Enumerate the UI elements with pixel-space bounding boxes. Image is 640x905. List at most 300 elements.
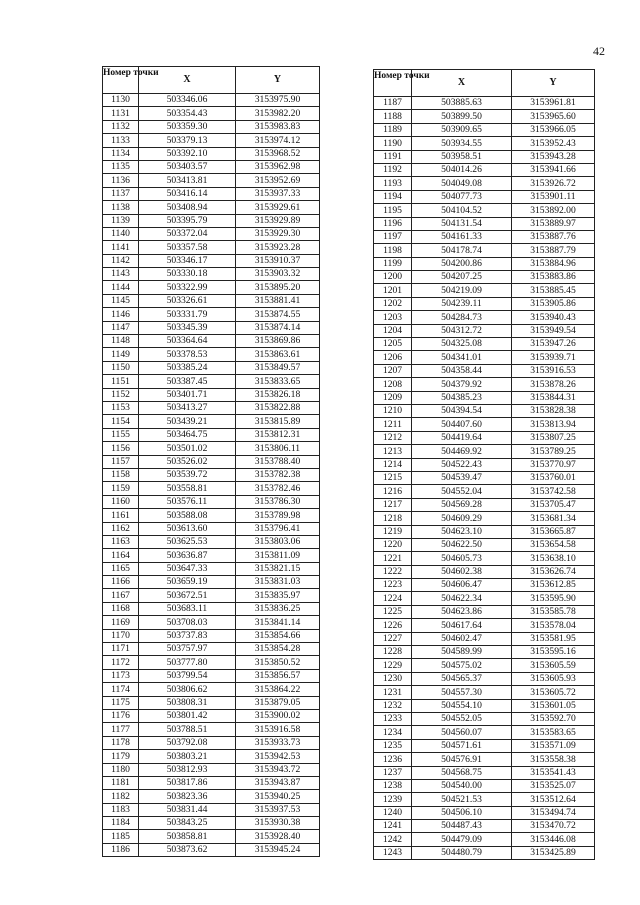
y-cell: 3153928.40 [236,830,320,843]
y-cell: 3153836.25 [236,602,320,615]
point-number-cell: 1204 [374,324,412,337]
x-cell: 503413.81 [139,174,236,187]
y-cell: 3153601.05 [512,699,595,712]
y-cell: 3153879.05 [236,696,320,709]
x-cell: 504569.28 [412,498,512,511]
x-cell: 503354.43 [139,107,236,120]
table-body-right [374,97,595,860]
table-row [103,107,320,120]
table-row [374,458,595,471]
y-cell: 3153874.55 [236,308,320,321]
point-number-cell: 1130 [103,94,139,107]
x-cell: 503372.04 [139,227,236,240]
point-number-cell: 1186 [103,843,139,856]
point-number-cell: 1132 [103,120,139,133]
point-number-cell: 1231 [374,686,412,699]
table-row [374,646,595,659]
table-row [374,552,595,565]
y-cell: 3153943.28 [512,150,595,163]
x-cell: 504341.01 [412,351,512,364]
point-number-cell: 1212 [374,431,412,444]
x-cell: 503357.58 [139,241,236,254]
table-row [103,321,320,334]
table-row [374,498,595,511]
y-cell: 3153815.89 [236,415,320,428]
point-number-cell: 1182 [103,790,139,803]
y-cell: 3153681.34 [512,512,595,525]
x-cell: 503788.51 [139,723,236,736]
y-cell: 3153796.41 [236,522,320,535]
y-cell: 3153878.26 [512,378,595,391]
table-row [374,739,595,752]
table-row [374,659,595,672]
x-cell: 504358.44 [412,364,512,377]
table-row [374,605,595,618]
y-cell: 3153974.12 [236,134,320,147]
y-cell: 3153850.52 [236,656,320,669]
table-row [103,160,320,173]
y-cell: 3153581.95 [512,632,595,645]
x-cell: 504419.64 [412,431,512,444]
point-number-cell: 1166 [103,576,139,589]
x-cell: 503777.80 [139,656,236,669]
point-number-cell: 1150 [103,361,139,374]
y-cell: 3153910.37 [236,254,320,267]
y-cell: 3153833.65 [236,375,320,388]
table-row [103,549,320,562]
y-cell: 3153571.09 [512,739,595,752]
y-cell: 3153881.41 [236,294,320,307]
table-row [103,803,320,816]
point-number-cell: 1189 [374,123,412,136]
y-cell: 3153952.69 [236,174,320,187]
table-row [374,619,595,632]
y-cell: 3153595.90 [512,592,595,605]
y-cell: 3153828.38 [512,404,595,417]
table-row [103,335,320,348]
table-row [374,565,595,578]
y-cell: 3153782.46 [236,482,320,495]
point-number-cell: 1135 [103,160,139,173]
x-cell: 504207.25 [412,271,512,284]
x-cell: 503322.99 [139,281,236,294]
table-row [103,254,320,267]
table-row [374,297,595,310]
point-number-cell: 1196 [374,217,412,230]
point-number-cell: 1149 [103,348,139,361]
point-number-cell: 1237 [374,766,412,779]
point-number-cell: 1175 [103,696,139,709]
x-cell: 503683.11 [139,602,236,615]
x-cell: 504077.73 [412,190,512,203]
point-number-cell: 1190 [374,137,412,150]
point-number-cell: 1243 [374,846,412,859]
x-cell: 504104.52 [412,204,512,217]
y-cell: 3153494.74 [512,806,595,819]
y-cell: 3153930.38 [236,817,320,830]
table-row [103,602,320,615]
y-cell: 3153923.28 [236,241,320,254]
table-row [103,776,320,789]
table-row [374,324,595,337]
point-number-cell: 1240 [374,806,412,819]
y-cell: 3153975.90 [236,94,320,107]
table-row [103,495,320,508]
table-row [374,525,595,538]
x-cell: 504480.79 [412,846,512,859]
table-header-row [103,67,320,94]
x-cell: 504379.92 [412,378,512,391]
y-cell: 3153605.72 [512,686,595,699]
x-cell: 503636.87 [139,549,236,562]
point-number-cell: 1151 [103,375,139,388]
x-cell: 503346.06 [139,94,236,107]
point-number-cell: 1199 [374,257,412,270]
point-number-cell: 1153 [103,401,139,414]
y-cell: 3153821.15 [236,562,320,575]
point-number-cell: 1233 [374,712,412,725]
table-row [374,378,595,391]
x-cell: 504014.26 [412,163,512,176]
point-number-cell: 1162 [103,522,139,535]
x-cell: 503378.53 [139,348,236,361]
y-header: Y [512,70,595,97]
table-row [103,656,320,669]
table-row [103,522,320,535]
table-row [103,723,320,736]
point-number-cell: 1160 [103,495,139,508]
coordinates-table-left [102,66,320,857]
point-number-cell: 1158 [103,468,139,481]
point-number-cell: 1181 [103,776,139,789]
x-cell: 504521.53 [412,793,512,806]
y-cell: 3153943.72 [236,763,320,776]
y-cell: 3153939.71 [512,351,595,364]
point-number-cell: 1193 [374,177,412,190]
x-cell: 503799.54 [139,669,236,682]
x-cell: 504178.74 [412,244,512,257]
table-row [103,214,320,227]
point-number-cell: 1195 [374,204,412,217]
point-number-cell: 1208 [374,378,412,391]
y-cell: 3153826.18 [236,388,320,401]
point-number-cell: 1154 [103,415,139,428]
table-row [103,442,320,455]
x-header: X [139,67,236,94]
point-number-cell: 1201 [374,284,412,297]
y-cell: 3153966.05 [512,123,595,136]
point-number-cell: 1173 [103,669,139,682]
point-number-cell: 1180 [103,763,139,776]
table-row [374,190,595,203]
point-number-cell: 1172 [103,656,139,669]
x-cell: 503757.97 [139,643,236,656]
table-row [374,538,595,551]
y-cell: 3153929.61 [236,201,320,214]
y-cell: 3153929.30 [236,227,320,240]
y-cell: 3153916.58 [236,723,320,736]
table-row [103,535,320,548]
x-cell: 504589.99 [412,646,512,659]
point-number-cell: 1219 [374,525,412,538]
x-cell: 504161.33 [412,230,512,243]
table-row [374,404,595,417]
table-row [374,632,595,645]
table-row [374,230,595,243]
x-cell: 503885.63 [412,97,512,110]
point-number-cell: 1214 [374,458,412,471]
x-cell: 503823.36 [139,790,236,803]
x-cell: 504479.09 [412,833,512,846]
table-row [374,110,595,123]
y-cell: 3153541.43 [512,766,595,779]
point-number-cell: 1235 [374,739,412,752]
point-number-cell: 1200 [374,271,412,284]
y-cell: 3153803.06 [236,535,320,548]
point-number-header: Номер точки [103,67,139,94]
table-row [103,455,320,468]
table-row [103,669,320,682]
y-cell: 3153844.31 [512,391,595,404]
x-cell: 503873.62 [139,843,236,856]
x-cell: 503831.44 [139,803,236,816]
x-cell: 503379.13 [139,134,236,147]
y-cell: 3153654.58 [512,538,595,551]
y-cell: 3153742.58 [512,485,595,498]
table-row [103,120,320,133]
x-cell: 504623.86 [412,605,512,618]
y-cell: 3153903.32 [236,268,320,281]
y-cell: 3153770.97 [512,458,595,471]
y-cell: 3153558.38 [512,753,595,766]
point-number-cell: 1224 [374,592,412,605]
y-cell: 3153961.81 [512,97,595,110]
x-cell: 503647.33 [139,562,236,575]
table-row [103,268,320,281]
x-cell: 503958.51 [412,150,512,163]
point-number-cell: 1223 [374,579,412,592]
point-number-cell: 1167 [103,589,139,602]
table-row [374,579,595,592]
table-row [103,589,320,602]
x-cell: 503792.08 [139,736,236,749]
table-row [374,753,595,766]
x-cell: 503539.72 [139,468,236,481]
table-row [374,820,595,833]
y-cell: 3153665.87 [512,525,595,538]
table-row [374,806,595,819]
x-cell: 503464.75 [139,428,236,441]
table-row [103,187,320,200]
point-number-cell: 1211 [374,418,412,431]
x-cell: 504506.10 [412,806,512,819]
x-cell: 503909.65 [412,123,512,136]
x-cell: 504568.75 [412,766,512,779]
y-cell: 3153883.86 [512,271,595,284]
point-number-cell: 1183 [103,803,139,816]
point-number-cell: 1179 [103,750,139,763]
table-row [103,763,320,776]
table-row [103,629,320,642]
y-cell: 3153835.97 [236,589,320,602]
y-header: Y [236,67,320,94]
point-number-cell: 1221 [374,552,412,565]
y-cell: 3153789.98 [236,509,320,522]
x-cell: 503613.60 [139,522,236,535]
table-row [103,576,320,589]
point-number-cell: 1210 [374,404,412,417]
point-number-cell: 1217 [374,498,412,511]
page-number: 42 [593,44,605,58]
y-cell: 3153940.43 [512,311,595,324]
y-cell: 3153949.54 [512,324,595,337]
x-cell: 504623.10 [412,525,512,538]
point-number-cell: 1147 [103,321,139,334]
y-cell: 3153864.22 [236,683,320,696]
y-cell: 3153446.08 [512,833,595,846]
point-number-cell: 1140 [103,227,139,240]
point-number-cell: 1139 [103,214,139,227]
table-row [103,428,320,441]
point-number-cell: 1169 [103,616,139,629]
x-cell: 503330.18 [139,268,236,281]
y-cell: 3153945.24 [236,843,320,856]
y-cell: 3153525.07 [512,779,595,792]
y-cell: 3153813.94 [512,418,595,431]
table-row [374,217,595,230]
point-number-cell: 1142 [103,254,139,267]
x-cell: 504609.29 [412,512,512,525]
table-row [103,147,320,160]
y-cell: 3153952.43 [512,137,595,150]
y-cell: 3153905.86 [512,297,595,310]
x-cell: 503808.31 [139,696,236,709]
y-cell: 3153965.60 [512,110,595,123]
x-cell: 503672.51 [139,589,236,602]
table-row [103,509,320,522]
y-cell: 3153585.78 [512,605,595,618]
y-cell: 3153940.25 [236,790,320,803]
y-cell: 3153760.01 [512,471,595,484]
y-cell: 3153638.10 [512,552,595,565]
point-number-cell: 1238 [374,779,412,792]
point-number-cell: 1138 [103,201,139,214]
y-cell: 3153831.03 [236,576,320,589]
y-cell: 3153789.25 [512,445,595,458]
table-row [374,418,595,431]
x-cell: 503385.24 [139,361,236,374]
table-row [374,338,595,351]
y-cell: 3153887.79 [512,244,595,257]
table-row [374,431,595,444]
x-cell: 504554.10 [412,699,512,712]
y-cell: 3153822.88 [236,401,320,414]
y-cell: 3153425.89 [512,846,595,859]
y-cell: 3153900.02 [236,709,320,722]
point-number-cell: 1229 [374,659,412,672]
x-cell: 504312.72 [412,324,512,337]
x-cell: 503401.71 [139,388,236,401]
point-number-cell: 1164 [103,549,139,562]
point-number-cell: 1152 [103,388,139,401]
x-cell: 504385.23 [412,391,512,404]
x-header: X [412,70,512,97]
point-number-cell: 1159 [103,482,139,495]
x-cell: 503392.10 [139,147,236,160]
y-cell: 3153926.72 [512,177,595,190]
point-number-cell: 1228 [374,646,412,659]
point-number-cell: 1133 [103,134,139,147]
table-row [103,308,320,321]
point-number-cell: 1222 [374,565,412,578]
table-row [374,672,595,685]
y-cell: 3153612.85 [512,579,595,592]
point-number-cell: 1213 [374,445,412,458]
point-number-cell: 1206 [374,351,412,364]
table-row [103,696,320,709]
x-cell: 503817.86 [139,776,236,789]
table-row [374,204,595,217]
y-cell: 3153470.72 [512,820,595,833]
y-cell: 3153947.26 [512,338,595,351]
x-cell: 504605.73 [412,552,512,565]
point-number-cell: 1239 [374,793,412,806]
x-cell: 504394.54 [412,404,512,417]
y-cell: 3153943.87 [236,776,320,789]
point-number-cell: 1191 [374,150,412,163]
table-row [103,683,320,696]
y-cell: 3153937.53 [236,803,320,816]
point-number-cell: 1171 [103,643,139,656]
table-row [103,709,320,722]
x-cell: 504539.47 [412,471,512,484]
y-cell: 3153942.53 [236,750,320,763]
y-cell: 3153807.25 [512,431,595,444]
y-cell: 3153884.96 [512,257,595,270]
table-row [374,351,595,364]
x-cell: 504284.73 [412,311,512,324]
x-cell: 504571.61 [412,739,512,752]
table-row [374,123,595,136]
table-row [374,271,595,284]
y-cell: 3153592.70 [512,712,595,725]
y-cell: 3153869.86 [236,335,320,348]
x-cell: 503326.61 [139,294,236,307]
x-cell: 504487.43 [412,820,512,833]
x-cell: 503737.83 [139,629,236,642]
point-number-cell: 1141 [103,241,139,254]
x-cell: 504622.34 [412,592,512,605]
table-row [374,833,595,846]
table-row [103,817,320,830]
table-row [103,643,320,656]
point-number-cell: 1215 [374,471,412,484]
y-cell: 3153983.83 [236,120,320,133]
table-body-left [103,94,320,857]
point-number-cell: 1197 [374,230,412,243]
point-number-cell: 1185 [103,830,139,843]
point-number-cell: 1202 [374,297,412,310]
y-cell: 3153916.53 [512,364,595,377]
table-row [103,616,320,629]
table-row [103,830,320,843]
table-row [103,750,320,763]
y-cell: 3153578.04 [512,619,595,632]
x-cell: 504049.08 [412,177,512,190]
table-row [374,846,595,859]
x-cell: 504522.43 [412,458,512,471]
x-cell: 503843.25 [139,817,236,830]
